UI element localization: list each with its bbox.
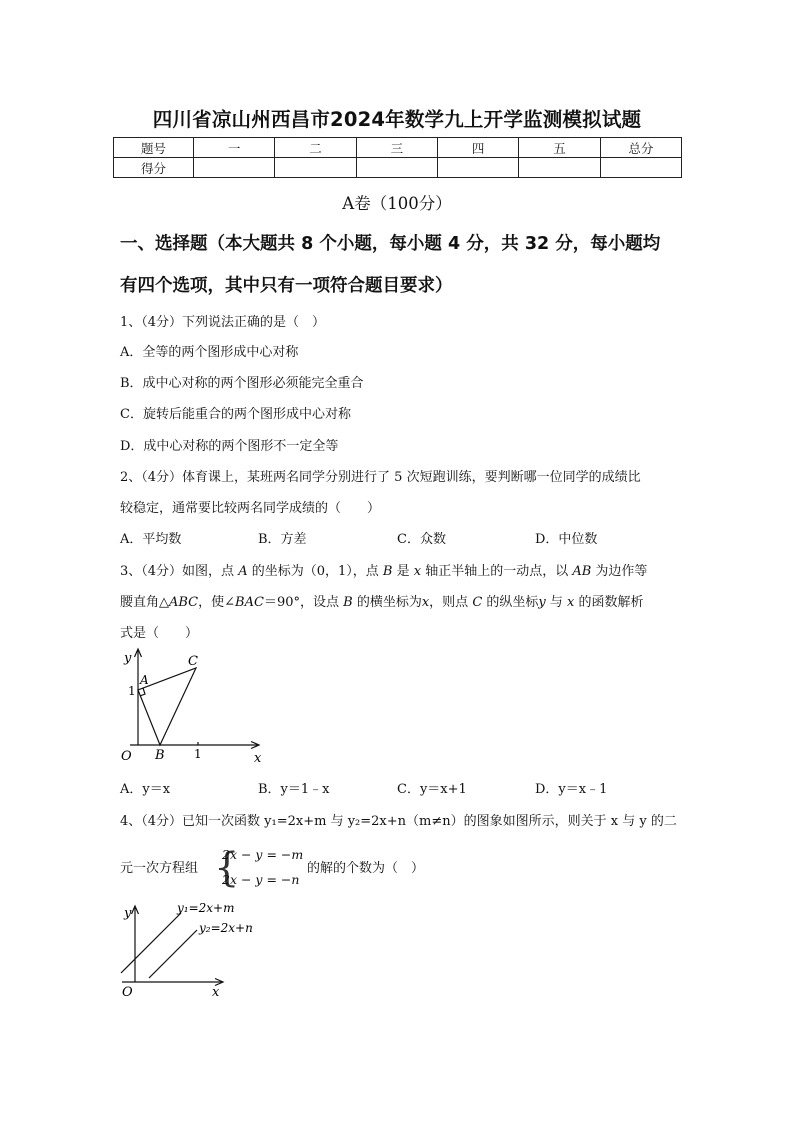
q1-option-d: D．成中心对称的两个图形不一定全等	[120, 439, 339, 454]
q4-stem-line2-b: 的解的个数为（ ）	[307, 861, 425, 876]
q3-option-b: B．y＝1﹣x	[258, 782, 330, 797]
q3-option-a: A．y＝x	[120, 782, 171, 797]
q3-text: ，使∠	[198, 595, 236, 610]
score-row-label: 得分	[114, 158, 194, 178]
q3-var: AB	[572, 564, 592, 579]
part1-heading-line1: 一、选择题（本大题共 8 个小题，每小题 4 分，共 32 分，每小题均	[120, 234, 661, 254]
q3-var: y	[538, 595, 546, 610]
q3-text: ＝90°，设点	[263, 595, 344, 610]
q3-var: C	[472, 595, 483, 610]
q3-label-c: C	[188, 654, 198, 669]
q4-label-x: x	[212, 985, 220, 1000]
q2-option-b: B．方差	[258, 532, 307, 547]
q4-label-y: y	[124, 906, 132, 921]
q2-option-c: C．众数	[397, 532, 446, 547]
q3-stem-line3: 式是（ ）	[120, 626, 199, 641]
q3-var: x	[413, 564, 422, 579]
q3-var: x	[567, 595, 575, 610]
q3-text: 3、（4分）如图，点	[120, 564, 239, 579]
q4-stem-line2-a: 元一次方程组	[120, 861, 199, 876]
q4-stem-line1: 4、（4分）已知一次函数 y₁=2x+m 与 y₂=2x+n（m≠n）的图象如图所示，则关于 x 与 y 的二	[120, 814, 677, 829]
q3-text: 腰直角△	[120, 595, 169, 610]
q3-text: ，则点	[429, 595, 473, 610]
q4-equation-1: 2x − y = −m	[222, 847, 304, 862]
q3-text: 轴正半轴上的一动点，以	[421, 564, 573, 579]
q3-text: 是	[392, 564, 414, 579]
score-header-cell: 题号	[114, 138, 194, 158]
q2-option-a: A．平均数	[120, 532, 182, 547]
score-header-cell: 五	[519, 138, 600, 158]
q3-label-one-x: 1	[194, 747, 202, 761]
q2-stem-line2: 较稳定，通常要比较两名同学成绩的（ ）	[120, 501, 381, 516]
q3-text: 的坐标为（0，1），点	[247, 564, 383, 579]
q3-text: 的函数解析	[574, 595, 644, 610]
q3-var: A	[238, 564, 248, 579]
q3-label-y: y	[124, 651, 132, 666]
section-a-heading: A卷（100分）	[342, 194, 452, 213]
q3-var: BAC	[235, 595, 264, 610]
q3-var: B	[343, 595, 353, 610]
q4-label-line2: y₂=2x+n	[199, 921, 253, 935]
q4-label-line1: y₁=2x+m	[177, 901, 235, 915]
score-header-cell: 一	[194, 138, 275, 158]
q4-brace-icon: {	[214, 845, 240, 891]
score-header-cell: 三	[356, 138, 437, 158]
score-header-cell: 四	[437, 138, 518, 158]
q3-text: 与	[545, 595, 568, 610]
q2-option-d: D．中位数	[535, 532, 598, 547]
q1-option-b: B．成中心对称的两个图形必须能完全重合	[120, 376, 364, 391]
q4-line-y1	[121, 913, 181, 973]
q3-label-b: B	[155, 748, 165, 763]
q3-label-origin: O	[121, 749, 132, 764]
q1-option-c: C．旋转后能重合的两个图形成中心对称	[120, 407, 351, 422]
q2-stem-line1: 2、（4分）体育课上，某班两名同学分别进行了 5 次短跑训练，要判断哪一位同学的成绩比	[120, 470, 641, 485]
q1-stem: 1、（4分）下列说法正确的是（ ）	[120, 315, 326, 330]
q3-label-a: A	[140, 673, 149, 687]
score-header-cell: 二	[275, 138, 356, 158]
q3-var: B	[382, 564, 393, 579]
q4-label-origin: O	[122, 985, 133, 1000]
q3-option-d: D．y＝x﹣1	[535, 782, 608, 797]
q1-option-a: A．全等的两个图形成中心对称	[120, 345, 299, 360]
q3-label-x: x	[254, 751, 262, 766]
q3-option-c: C．y＝x+1	[397, 782, 467, 797]
q3-label-one-y: 1	[128, 684, 136, 698]
q3-text: 的纵坐标	[482, 595, 539, 610]
part1-heading-line2: 有四个选项，其中只有一项符合题目要求）	[120, 276, 453, 296]
q3-text: 的横坐标为	[352, 595, 422, 610]
q3-var: ABC	[169, 595, 199, 610]
page-title: 四川省凉山州西昌市2024年数学九上开学监测模拟试题	[152, 108, 642, 131]
q3-var: x	[421, 595, 430, 610]
q4-equation-2: 2x − y = −n	[222, 872, 300, 887]
score-header-cell: 总分	[600, 138, 681, 158]
q3-text: 为边作等	[591, 564, 648, 579]
